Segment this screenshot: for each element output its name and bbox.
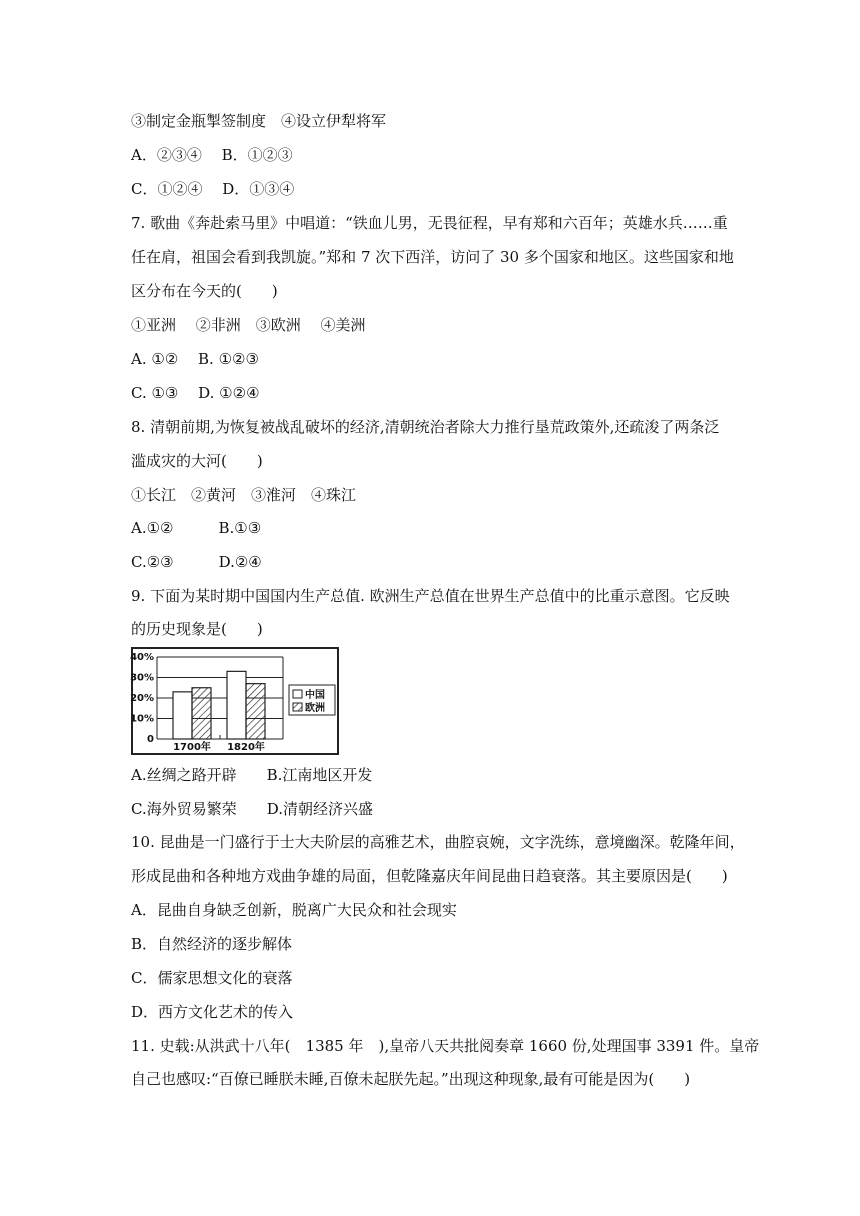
text-line: A．②③④ B．①②③ [131, 146, 293, 164]
text-line: C．①②④ D．①③④ [131, 180, 295, 198]
question-11-line: 11. 史载:从洪武十八年( 1385 年 ),皇帝八天共批阅奏章 1660 份,处理国事 3391 件。皇帝 [131, 1037, 760, 1055]
y-tick-label: 20% [130, 693, 154, 704]
text-line: 区分布在今天的( ) [131, 282, 278, 300]
question-10-line: 10. 昆曲是一门盛行于士大夫阶层的高雅艺术，曲腔哀婉，文字洗练，意境幽深。乾隆年间， [131, 833, 745, 851]
legend-label: 欧洲 [305, 703, 325, 714]
legend-swatch-europe [293, 703, 302, 711]
gdp-share-chart [131, 647, 339, 755]
text-line: A. ①② B. ①②③ [131, 350, 259, 368]
bar-europe-1 [246, 684, 265, 739]
bar-china-0 [173, 692, 192, 739]
bar-china-1 [227, 671, 246, 739]
question-9-line: 9. 下面为某时期中国国内生产总值. 欧洲生产总值在世界生产总值中的比重示意图。它反映 [131, 587, 730, 605]
x-tick-label: 1700年 [173, 742, 211, 753]
text-line: ①长江 ②黄河 ③淮河 ④珠江 [131, 486, 357, 504]
text-line: 形成昆曲和各种地方戏曲争雄的局面，但乾隆嘉庆年间昆曲日趋衰落。其主要原因是( ) [131, 867, 728, 885]
text-line: 任在肩，祖国会看到我凯旋。”郑和 7 次下西洋，访问了 30 多个国家和地区。这些国家和地 [131, 248, 734, 266]
legend-swatch-china [293, 690, 302, 698]
text-line: D．西方文化艺术的传入 [131, 1003, 294, 1021]
question-7-line: 7. 歌曲《奔赴索马里》中唱道：“铁血儿男，无畏征程，早有郑和六百年；英雄水兵……重 [131, 214, 728, 232]
text-line: C.②③ D.②④ [131, 553, 262, 571]
bar-europe-0 [192, 688, 211, 739]
y-tick-label: 40% [130, 652, 154, 663]
text-line: C. ①③ D. ①②④ [131, 384, 260, 402]
text-line: A.丝绸之路开辟 B.江南地区开发 [131, 766, 373, 784]
text-line: ③制定金瓶掣签制度 ④设立伊犁将军 [131, 112, 387, 130]
y-tick-label: 30% [130, 672, 154, 684]
y-tick-label: 0 [147, 734, 154, 745]
text-line: 的历史现象是( ) [131, 620, 263, 638]
y-tick-label: 10% [130, 713, 154, 725]
chart-svg [130, 649, 337, 753]
text-line: B．自然经济的逐步解体 [131, 935, 293, 953]
text-line: 滥成灾的大河( ) [131, 452, 263, 470]
text-line: ①亚洲 ②非洲 ③欧洲 ④美洲 [131, 316, 366, 334]
question-8-line: 8. 清朝前期,为恢复被战乱破坏的经济,清朝统治者除大力推行垦荒政策外,还疏浚了两条泛 [131, 418, 720, 436]
text-line: C.海外贸易繁荣 D.清朝经济兴盛 [131, 800, 373, 818]
text-line: A.①② B.①③ [131, 519, 262, 537]
text-line: A．昆曲自身缺乏创新，脱离广大民众和社会现实 [131, 901, 457, 919]
text-line: 自己也感叹:“百僚已睡朕未睡,百僚未起朕先起。”出现这种现象,最有可能是因为( ) [131, 1070, 691, 1088]
legend-label: 中国 [305, 690, 325, 701]
text-line: C．儒家思想文化的衰落 [131, 969, 293, 987]
x-tick-label: 1820年 [227, 742, 265, 753]
